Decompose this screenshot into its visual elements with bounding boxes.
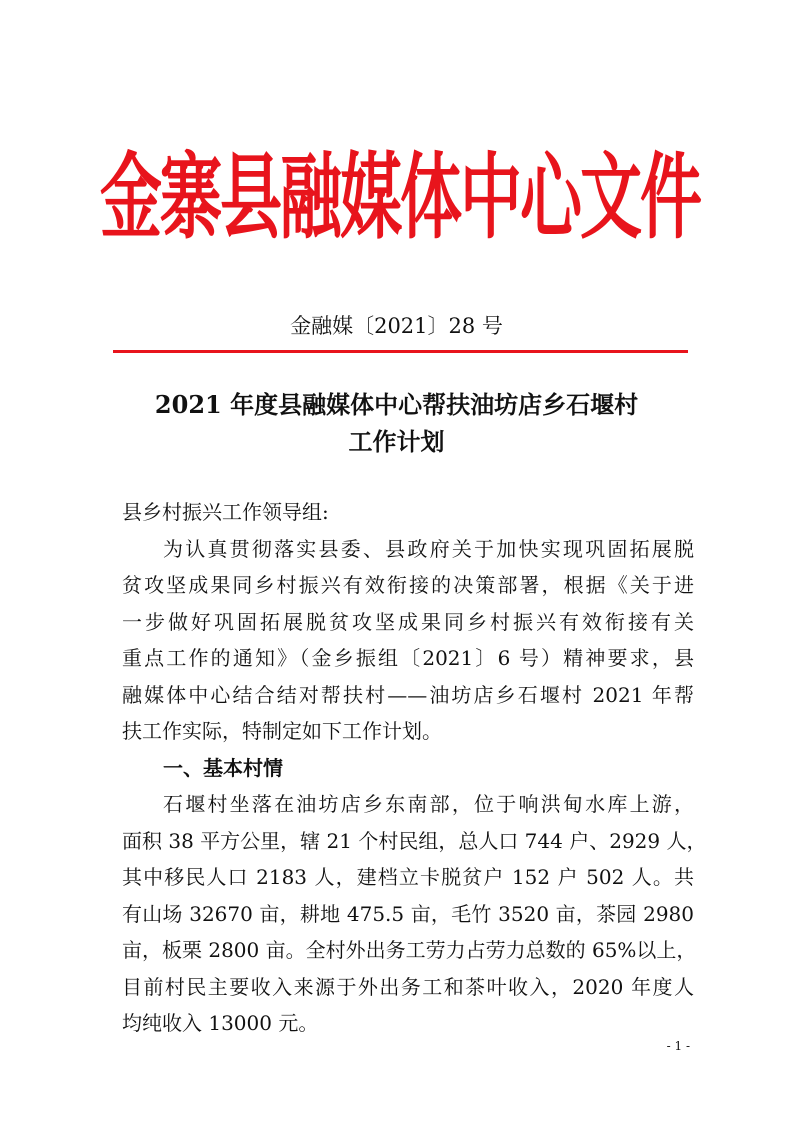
- section-line: 面积 38 平方公里，辖 21 个村民组，总人口 744 户、2929 人，: [122, 829, 707, 853]
- section-line: 有山场 32670 亩，耕地 475.5 亩，毛竹 3520 亩，茶园 2980: [122, 902, 694, 926]
- page-number: - 1 -: [666, 1039, 690, 1053]
- intro-line: 重点工作的通知》（金乡振组〔2021〕6 号）精神要求，县: [122, 646, 694, 670]
- section-line: 亩，板栗 2800 亩。全村外出务工劳力占劳力总数的 65%以上，: [122, 938, 697, 962]
- masthead-title: [100, 138, 701, 258]
- section-line: 均纯收入 13000 元。: [122, 1011, 319, 1035]
- intro-line: 贫攻坚成果同乡村振兴有效衔接的决策部署，根据《关于进: [122, 573, 694, 597]
- masthead-text: 金寨县融媒体中心文件: [100, 142, 701, 252]
- intro-line: 扶工作实际，特制定如下工作计划。: [122, 719, 442, 743]
- section-line: 目前村民主要收入来源于外出务工和茶叶收入，2020 年度人: [122, 975, 694, 999]
- salutation: 县乡村振兴工作领导组:: [122, 500, 329, 524]
- intro-line: 为认真贯彻落实县委、县政府关于加快实现巩固拓展脱: [163, 537, 694, 561]
- document-number: 金融媒〔2021〕28 号: [290, 314, 503, 338]
- intro-line: 融媒体中心结合结对帮扶村——油坊店乡石堰村 2021 年帮: [122, 683, 694, 707]
- section-line: 其中移民人口 2183 人，建档立卡脱贫户 152 户 502 人。共: [122, 865, 694, 889]
- section-line: 石堰村坐落在油坊店乡东南部，位于响洪甸水库上游，: [163, 792, 694, 816]
- red-divider-line: [113, 350, 688, 353]
- document-title-line-2: 工作计划: [348, 427, 445, 456]
- intro-line: 一步做好巩固拓展脱贫攻坚成果同乡村振兴有效衔接有关: [122, 610, 694, 634]
- section-heading-basic-info: 一、基本村情: [163, 756, 283, 780]
- document-title-line-1: 2021 年度县融媒体中心帮扶油坊店乡石堰村: [154, 390, 639, 419]
